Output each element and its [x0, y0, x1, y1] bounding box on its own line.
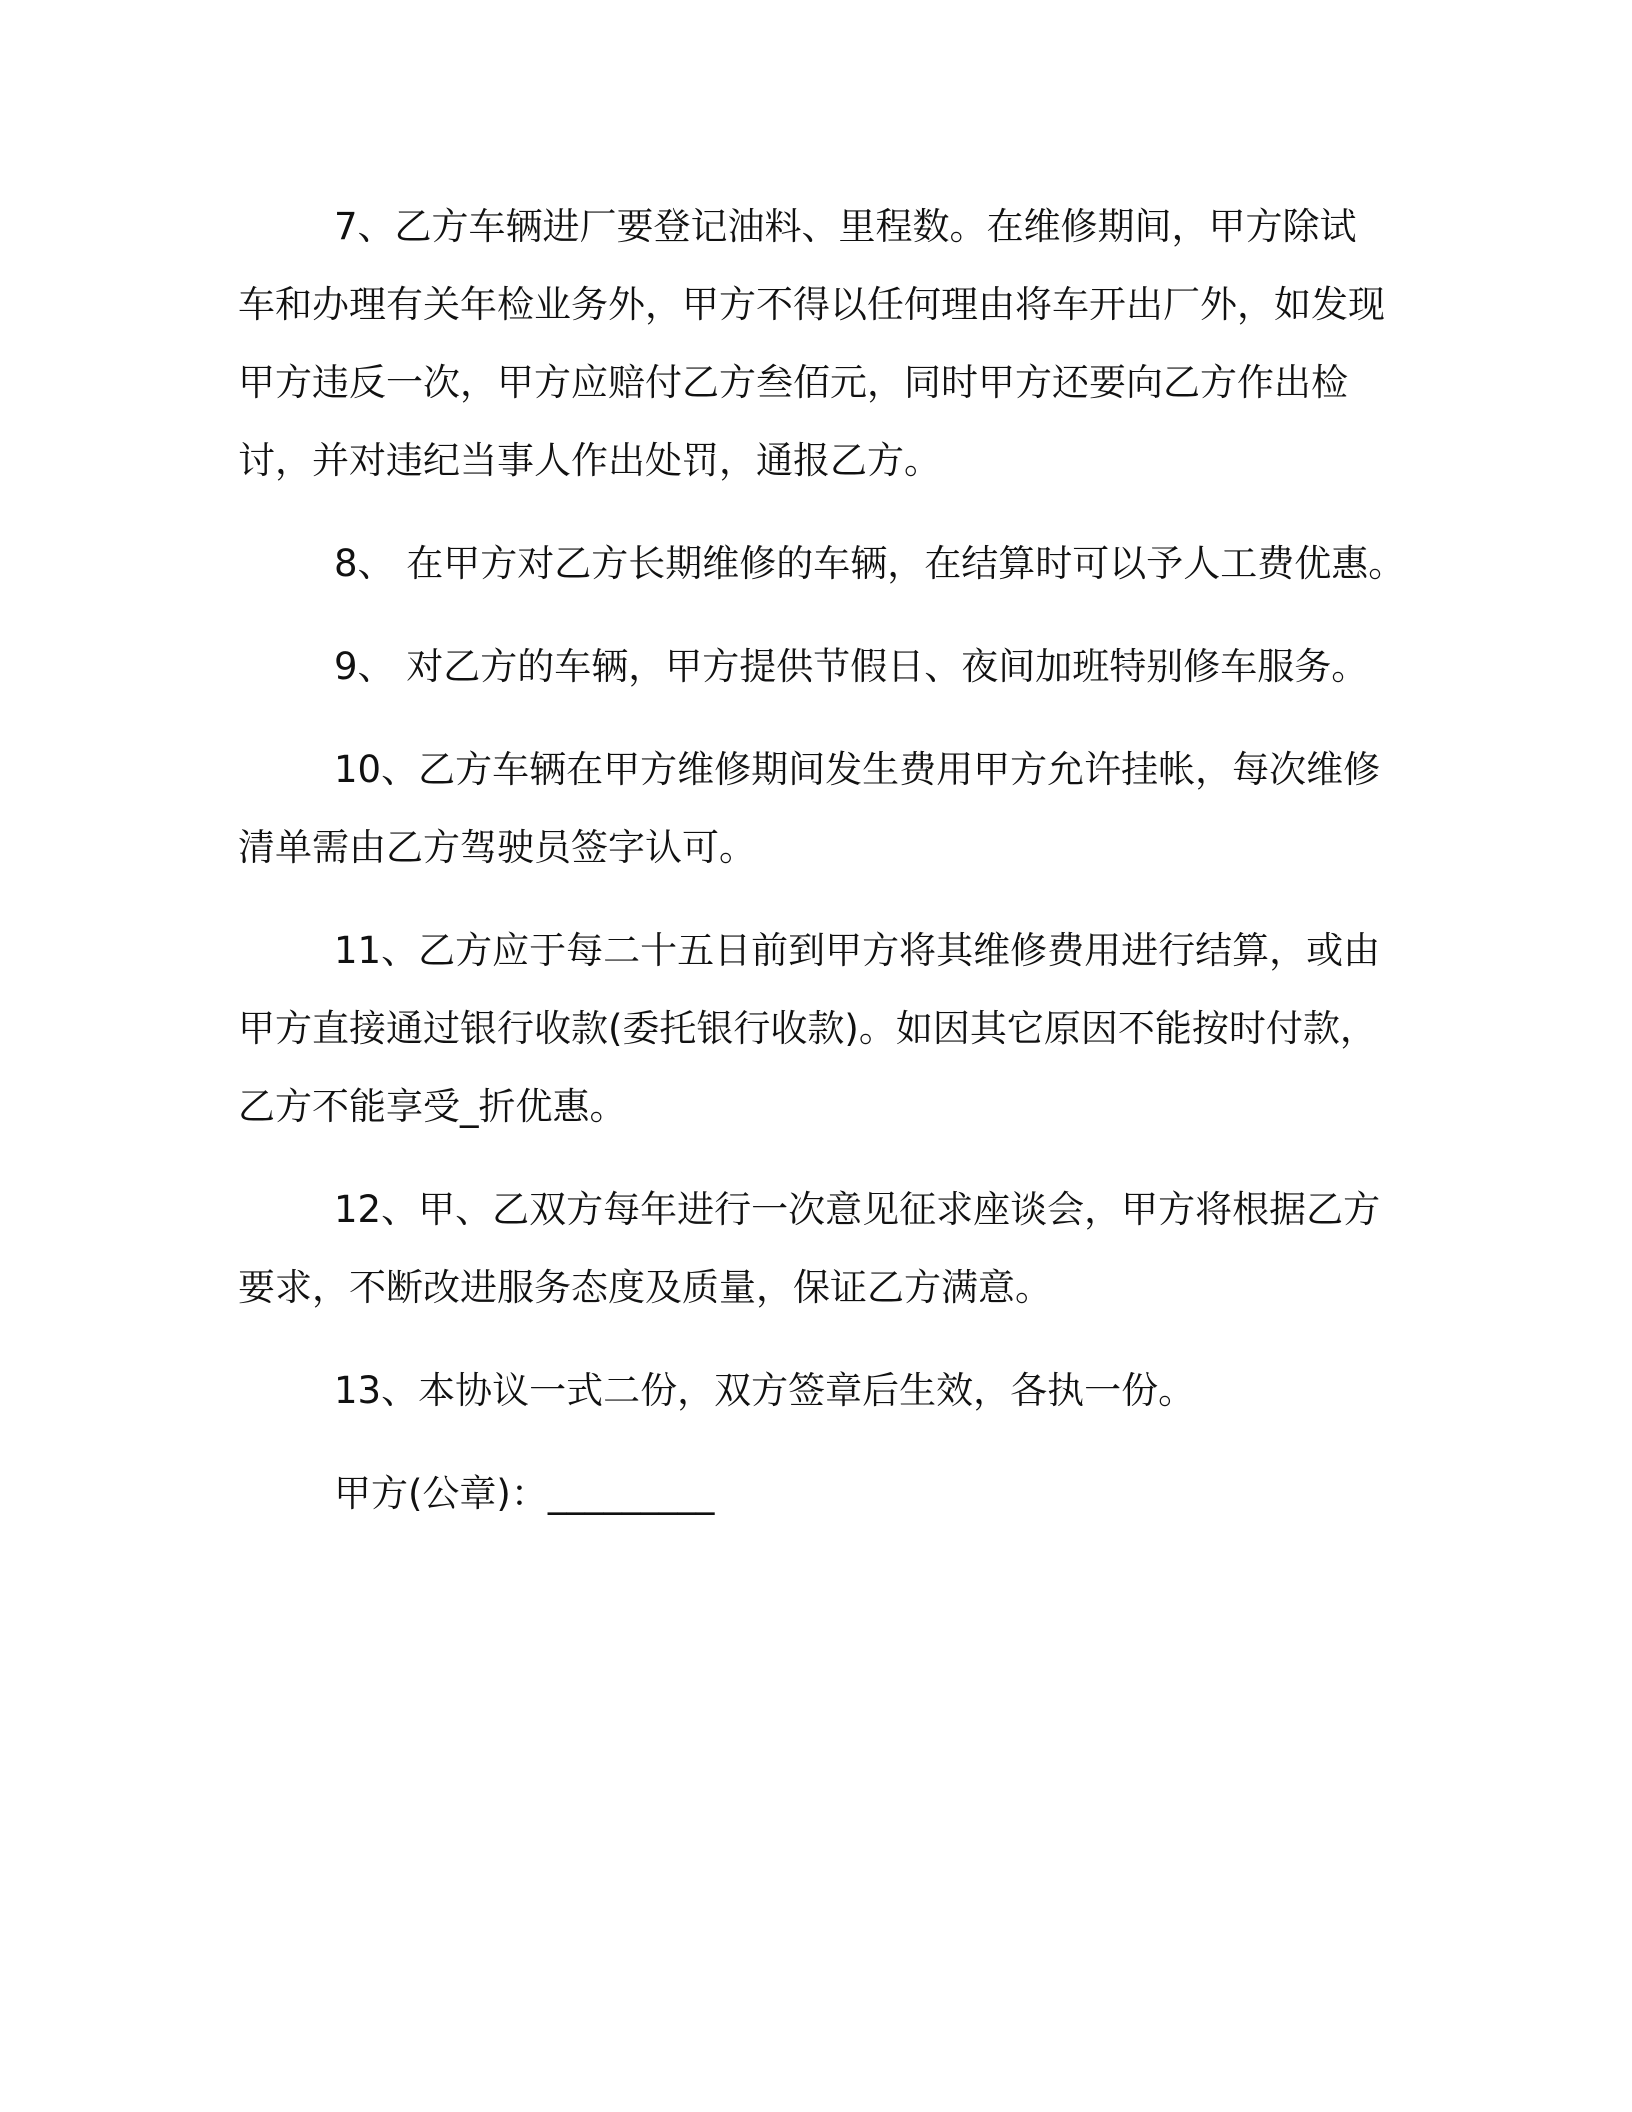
clause-13: 13、本协议一式二份，双方签章后生效，各执一份。 [334, 1369, 1196, 1412]
clause-7: 7、乙方车辆进厂要登记油料、里程数。在维修期间，甲方除试车和办理有关年检业务外，甲方不得以任何理由将车开出厂外，如发现甲方违反一次，甲方应赔付乙方叁佰元，同时甲方还要向乙方作出检讨，并对违纪当事人作出处罚，通报乙方。 [238, 205, 1385, 482]
clause-11: 11、乙方应于每二十五日前到甲方将其维修费用进行结算，或由甲方直接通过银行收款(委托银行收款)。如因其它原因不能按时付款，乙方不能享受_折优惠。 [238, 929, 1381, 1128]
party-a-seal-line: 甲方(公章)：_________ [334, 1472, 715, 1515]
document-body [238, 188, 1406, 1533]
clause-12: 12、甲、乙双方每年进行一次意见征求座谈会，甲方将根据乙方要求，不断改进服务态度及质量，保证乙方满意。 [238, 1188, 1381, 1309]
clause-10: 10、乙方车辆在甲方维修期间发生费用甲方允许挂帐，每次维修清单需由乙方驾驶员签字认可。 [238, 748, 1381, 869]
clause-9: 9、 对乙方的车辆，甲方提供节假日、夜间加班特别修车服务。 [334, 645, 1369, 688]
clause-8: 8、 在甲方对乙方长期维修的车辆，在结算时可以予人工费优惠。 [334, 542, 1406, 585]
